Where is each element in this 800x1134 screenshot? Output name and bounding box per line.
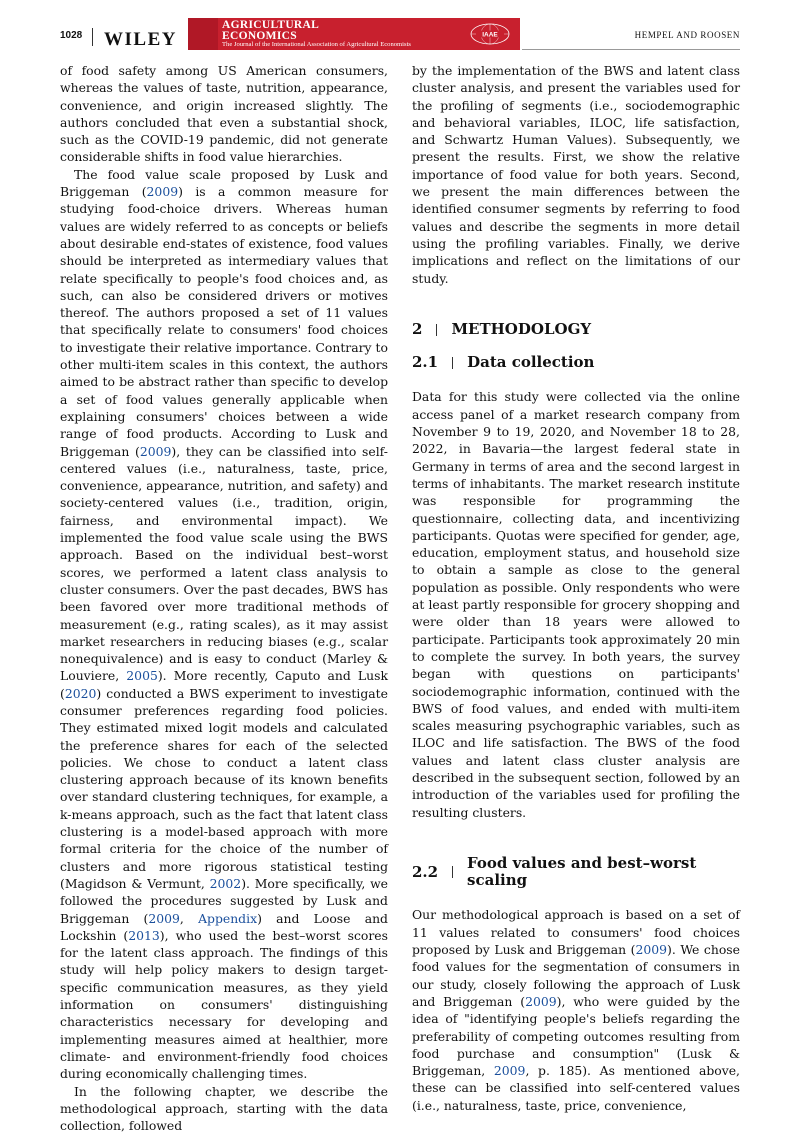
citation-link[interactable]: 2009 <box>493 1063 526 1079</box>
iaae-logo-icon <box>468 22 512 46</box>
journal-banner <box>188 18 520 50</box>
right-column <box>412 62 740 1114</box>
section-number: 2 <box>412 319 423 338</box>
subsection-heading-food-values <box>412 855 740 890</box>
header-separator <box>92 28 93 46</box>
citation-link[interactable]: 2020 <box>64 685 97 701</box>
citation-link[interactable]: 2013 <box>128 927 160 943</box>
heading-separator <box>452 357 453 369</box>
appendix-link[interactable]: Appendix <box>198 910 258 926</box>
right-paragraph-1: by the implementation of the BWS and latent class cluster analysis, and present the variables used for the profiling of segments (i.e., sociodemographic and behavioral variables, ILOC, life satisfaction, and Schwartz Human Values). Subsequently, we present the results. First, we show the relative importance of food value for both years. Second, we present the main differences between the identified consumer segments by referring to food values and describe the segments in more detail using the profiling variables. Finally, we derive implications and reflect on the limitations of our study. <box>412 63 740 286</box>
left-paragraph-1: of food safety among US American consumers, whereas the values of taste, nutrition, appearance, convenience, and origin increased slightly. The authors concluded that even a substantial shock, such as the COVID-19 pandemic, did not generate considerable shifts in food value hierarchies. <box>60 63 388 165</box>
subsection-heading-data-collection <box>412 354 740 371</box>
running-header <box>60 18 740 52</box>
citation-link[interactable]: 2009 <box>525 993 557 1009</box>
section-heading-methodology <box>412 321 740 338</box>
journal-subtitle: The Journal of the International Association of Agricultural Economists <box>222 41 411 48</box>
journal-title-line2: ECONOMICS <box>222 30 297 42</box>
header-rule <box>522 49 740 50</box>
publisher-logo: WILEY <box>104 29 177 50</box>
logo-text: IAAE <box>482 31 498 39</box>
subsection-title: Data collection <box>467 353 595 372</box>
journal-title-line1: AGRICULTURAL <box>222 19 320 31</box>
citation-link[interactable]: 2009 <box>139 443 172 459</box>
subsection-number: 2.2 <box>412 862 439 881</box>
banner-stripe <box>188 18 218 50</box>
left-paragraph-2: The food value scale proposed by Lusk and Briggeman (2009) is a common measure for studying food-choice drivers. Whereas human values are widely referred to as concepts or beliefs about desirable end-states of existence, food values should be interpreted as intermediary values that relate specifically to people's food choices and, as such, can also be considered drivers or motives thereof. The authors proposed a set of 11 values that specifically relate to consumers' food choices to investigate their relative importance. Contrary to other multi-item scales in this context, the authors aimed to be abstract rather than specific to develop a set of food values generally applicable when explaining consumers' choices between a wide range of food products. According to Lusk and Briggeman (2009), they can be classified into self-centered values (i.e., naturalness, taste, price, convenience, appearance, nutrition, and safety) and society-centered values (i.e., tradition, origin, fairness, and environmental impact). We implemented the food value scale using the BWS approach. Based on the individual best–worst scores, we performed a latent class analysis to cluster consumers. Over the past decades, BWS has been favored over more traditional methods of measurement (e.g., rating scales), as it may assist market researchers in reducing biases (e.g., scalar nonequivalence) and is easy to conduct (Marley & Louviere, 2005). More recently, Caputo and Lusk (2020) conducted a BWS experiment to investigate consumer preferences regarding food policies. They estimated mixed logit models and calculated the preference shares for each of the selected policies. We chose to conduct a latent class clustering approach because of its known benefits over standard clustering techniques, for example, a k-means approach, such as the fact that latent class clustering is a model-based approach with more formal criteria for the choice of the number of clusters and more rigorous statistical testing (Magidson & Vermunt, 2002). More specifically, we followed the procedures suggested by Lusk and Briggeman (2009, Appendix) and Loose and Lockshin (2013), who used the best–worst scores for the latent class approach. The findings of this study will help policy makers to design target-specific communication measures, as they yield information on consumers' distinguishing characteristics necessary for developing and implementing measures aimed at healthier, more climate- and environment-friendly food choices during economically challenging times. <box>60 166 389 1082</box>
section-title: METHODOLOGY <box>451 319 592 338</box>
citation-link[interactable]: 2009 <box>635 942 668 958</box>
left-column <box>60 62 388 1134</box>
citation-link[interactable]: 2005 <box>126 668 158 684</box>
citation-link[interactable]: 2009 <box>148 910 180 926</box>
right-paragraph-3: Our methodological approach is based on a set of 11 values related to consumers' food choices proposed by Lusk and Briggeman (2009). We chose food values for the segmentation of consumers in our study, closely following the approach of Lusk and Briggeman (2009), who were guided by the idea of "identifying people's beliefs regarding the preferability of competing outcomes resulting from food purchase and consumption" (Lusk & Briggeman, 2009, p. 185). As mentioned above, these can be classified into self-centered values (i.e., naturalness, taste, price, convenience, <box>412 907 740 1113</box>
heading-separator <box>452 866 453 878</box>
right-paragraph-2: Data for this study were collected via the online access panel of a market research company from November 9 to 19, 2020, and November 18 to 28, 2022, in Bavaria—the largest federal state in Germany in terms of area and the second largest in terms of inhabitants. The market research institute was responsible for programming the questionnaire, collecting data, and incentivizing participants. Quotas were specified for gender, age, education, employment status, and household size to obtain a sample as close to the general population as possible. Only respondents who were at least partly responsible for grocery shopping and were older than 18 years were allowed to participate. Participants took approximately 20 min to complete the survey. In both years, the survey began with questions on participants' sociodemographic information, continued with the BWS of food values, and ended with multi-item scales measuring psychographic variables, such as ILOC and life satisfaction. The BWS of the food values and latent class cluster analysis are described in the subsequent section, followed by an introduction of the variables used for profiling the resulting clusters. <box>412 389 740 820</box>
heading-separator <box>436 324 437 336</box>
subsection-title: Food values and best–worst scaling <box>467 853 697 890</box>
page-number: 1028 <box>60 30 83 41</box>
subsection-number: 2.1 <box>412 353 439 372</box>
running-authors: HEMPEL AND ROOSEN <box>634 30 740 40</box>
left-paragraph-3: In the following chapter, we describe the methodological approach, starting with the data collection, followed <box>60 1083 388 1134</box>
citation-link[interactable]: 2002 <box>209 875 242 891</box>
citation-link[interactable]: 2009 <box>146 184 179 200</box>
